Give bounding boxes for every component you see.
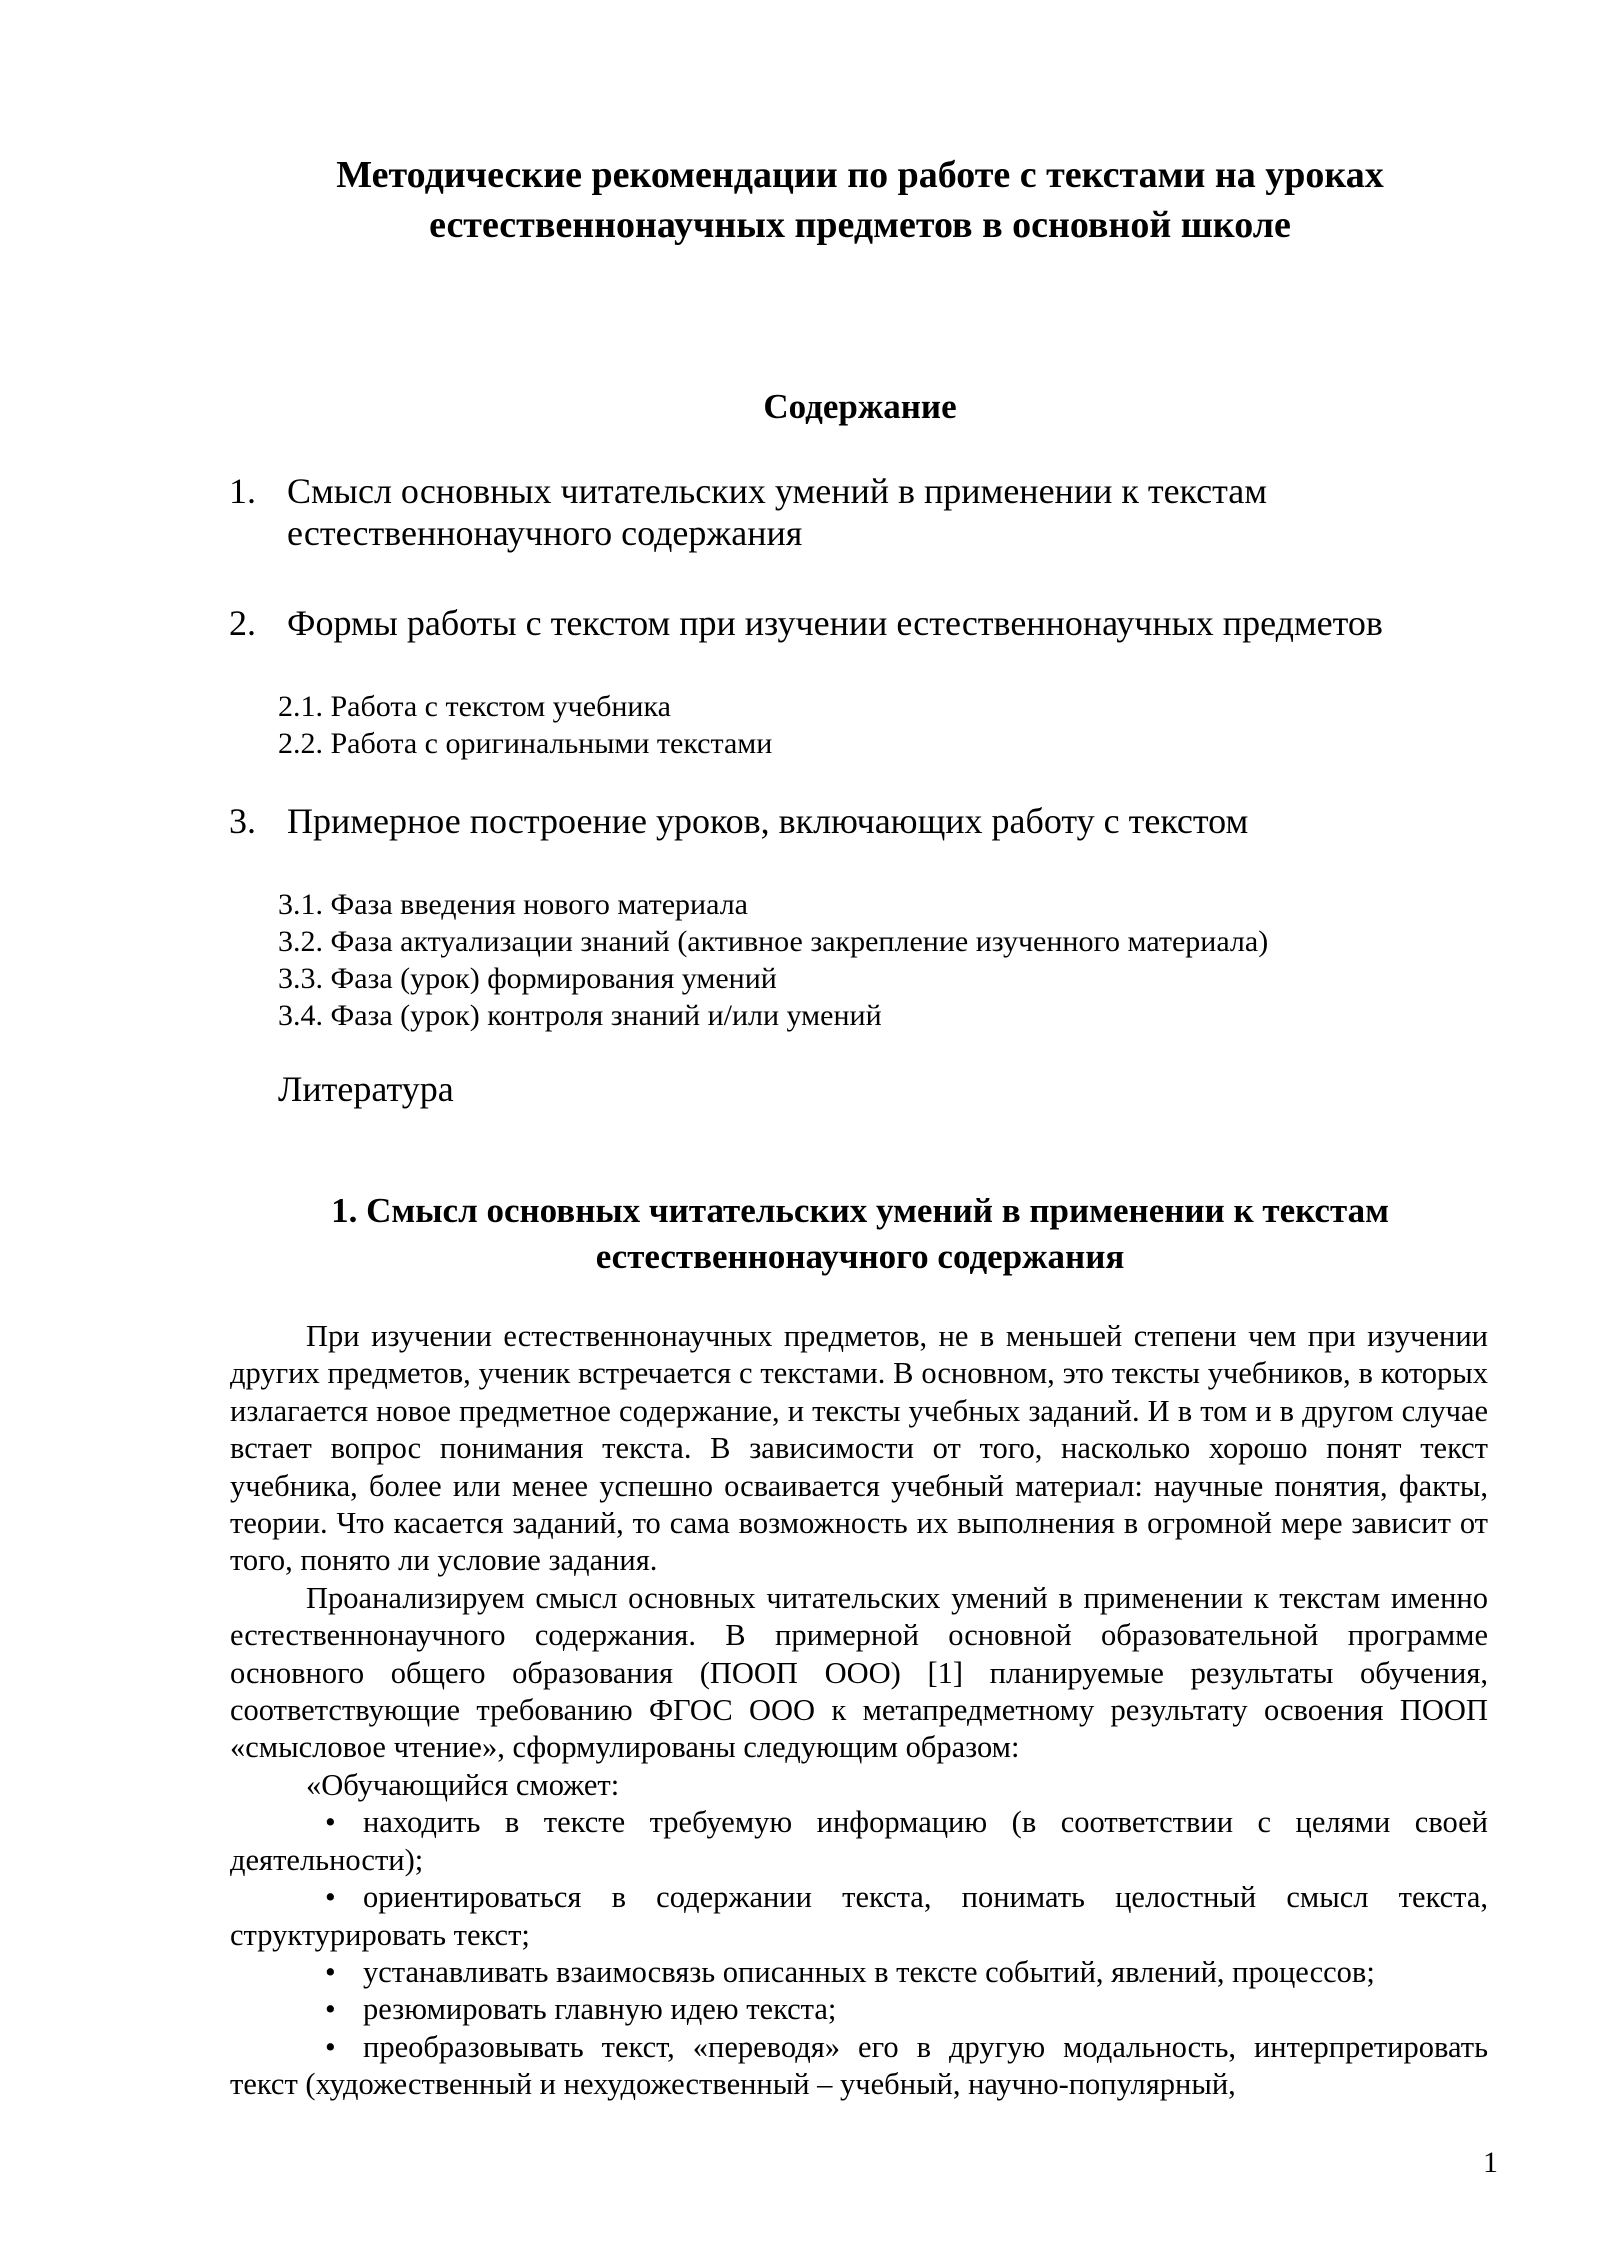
toc-subitem: 2.2. Работа с оригинальными текстами bbox=[278, 727, 773, 760]
paragraph: «Обучающийся сможет: bbox=[306, 1767, 620, 1802]
document-title bbox=[230, 150, 1490, 250]
paragraph: При изучении естественнонаучных предметов, не в меньшей степени чем при изучении других предметов, ученик встречается с текстами. В основном, это тексты учебников, в которых излагается новое предметное содержание, и тексты учебных заданий. И в том и в другом случае встает вопрос понимания текста. В зависимости от того, насколько хорошо понят текст учебника, более или менее успешно осваивается учебный материал: научные понятия, факты, теории. Что касается заданий, то сама возможность их выполнения в огромной мере зависит от того, понято ли условие задания. bbox=[230, 1319, 1488, 1578]
toc-item-line: Примерное построение уроков, включающих работу с текстом bbox=[287, 801, 1249, 841]
bullet-item bbox=[230, 2029, 1488, 2104]
section-1-title-line-2: естественнонаучного содержания bbox=[595, 1237, 1125, 1276]
toc-literature: Литература bbox=[278, 1069, 454, 1109]
toc-subitem: 3.3. Фаза (урок) формирования умений bbox=[278, 962, 777, 995]
bullet-marker: • bbox=[325, 1880, 336, 1915]
document-title-line-1: Методические рекомендации по работе с текстами на уроках bbox=[336, 154, 1384, 196]
bullet-item bbox=[230, 1991, 1488, 2028]
toc-subitem: 3.2. Фаза актуализации знаний (активное закрепление изученного материала) bbox=[278, 925, 1269, 958]
toc-item-number: 3. bbox=[229, 801, 256, 841]
toc-subitem: 2.1. Работа с текстом учебника bbox=[278, 690, 671, 723]
bullet-text: ориентироваться в содержании текста, понимать целостный смысл текста, структурировать текст; bbox=[230, 1880, 1488, 1952]
toc-subitem: 3.1. Фаза введения нового материала bbox=[278, 888, 748, 921]
toc-item-line: Смысл основных читательских умений в применении к текстам bbox=[287, 471, 1268, 511]
toc-item-line: естественнонаучного содержания bbox=[287, 513, 803, 553]
bullet-text: резюмировать главную идею текста; bbox=[363, 1992, 837, 2027]
toc-subitem: 3.4. Фаза (урок) контроля знаний и/или умений bbox=[278, 999, 882, 1032]
toc-item-2 bbox=[229, 602, 1489, 644]
toc-item-line: Формы работы с текстом при изучении естественнонаучных предметов bbox=[287, 603, 1383, 643]
toc-heading: Содержание bbox=[763, 387, 957, 426]
section-1-title-line-1: 1. Смысл основных читательских умений в применении к текстам bbox=[331, 1191, 1389, 1230]
bullet-marker: • bbox=[325, 1992, 336, 2027]
toc-item-1 bbox=[229, 470, 1489, 554]
section-1-title bbox=[230, 1188, 1490, 1280]
document-title-line-2: естественнонаучных предметов в основной школе bbox=[429, 204, 1291, 246]
page-number: 1 bbox=[1483, 2146, 1498, 2179]
bullet-marker: • bbox=[325, 1805, 336, 1840]
toc-subitems-2 bbox=[278, 688, 1378, 762]
toc-subitems-3 bbox=[278, 886, 1378, 1034]
bullet-item bbox=[230, 1879, 1488, 1954]
bullet-marker: • bbox=[325, 1954, 336, 1989]
bullet-item bbox=[230, 1954, 1488, 1991]
toc-item-number: 1. bbox=[229, 471, 256, 511]
toc-item-3 bbox=[229, 800, 1489, 842]
toc-item-number: 2. bbox=[229, 603, 256, 643]
paragraph: Проанализируем смысл основных читательских умений в применении к текстам именно естественнонаучного содержания. В примерной основной образовательной программе основного общего образования (ПООП ООО) [1] планируемые результаты обучения, соответствующие требованию ФГОС ООО к метапредметному результату освоения ПООП «смысловое чтение», сформулированы следующим образом: bbox=[230, 1580, 1488, 1765]
bullet-marker: • bbox=[325, 2029, 336, 2064]
bullet-text: находить в тексте требуемую информацию (в соответствии с целями своей деятельности); bbox=[230, 1805, 1488, 1877]
bullet-item bbox=[230, 1804, 1488, 1879]
section-1-body bbox=[230, 1318, 1488, 2104]
bullet-text: преобразовывать текст, «переводя» его в другую модальность, интерпретировать текст (художественный и нехудожественный – учебный, научно-популярный, bbox=[230, 2029, 1488, 2102]
bullet-text: устанавливать взаимосвязь описанных в тексте событий, явлений, процессов; bbox=[363, 1954, 1375, 1989]
